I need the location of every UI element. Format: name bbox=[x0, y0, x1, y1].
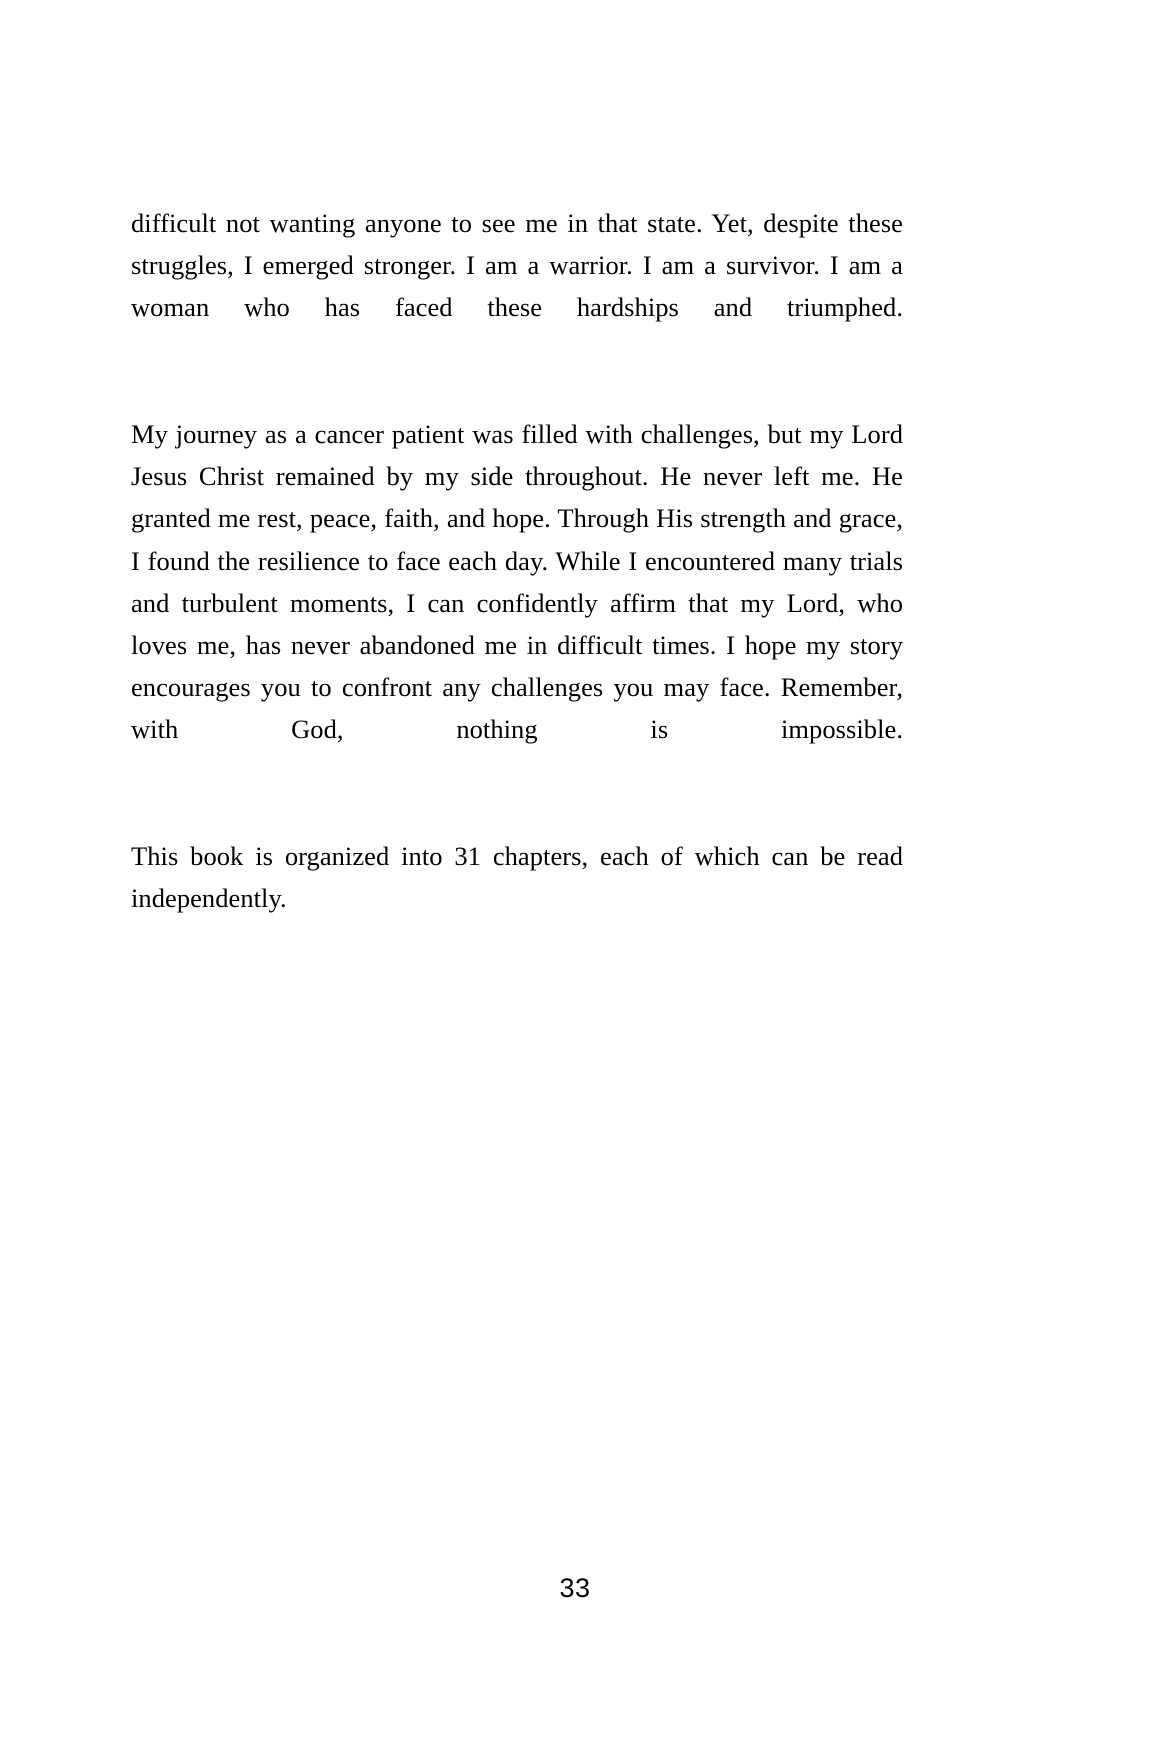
paragraph-spacer bbox=[131, 371, 903, 413]
body-paragraph-3: This book is organized into 31 chapters, each of which can be read independently. bbox=[131, 841, 903, 914]
body-paragraph-1: difficult not wanting anyone to see me in that state. Yet, despite these struggles, I emerged stronger. I am a warrior. I am a survivor. I am a woman who has faced these hardships and triumphed. bbox=[131, 208, 903, 323]
paragraph-spacer bbox=[131, 793, 903, 835]
page-number: 33 bbox=[559, 1573, 591, 1603]
body-paragraph-2: My journey as a cancer patient was filled with challenges, but my Lord Jesus Christ remained by my side throughout. He never left me. He granted me rest, peace, faith, and hope. Through His strength and grace, I found the resilience to face each day. While I encountered many trials and turbulent moments, I can confidently affirm that my Lord, who loves me, has never abandoned me in difficult times. I hope my story encourages you to confront any challenges you may face. Remember, with God, nothing is impossible. bbox=[131, 419, 903, 745]
page-text-column bbox=[131, 202, 903, 962]
